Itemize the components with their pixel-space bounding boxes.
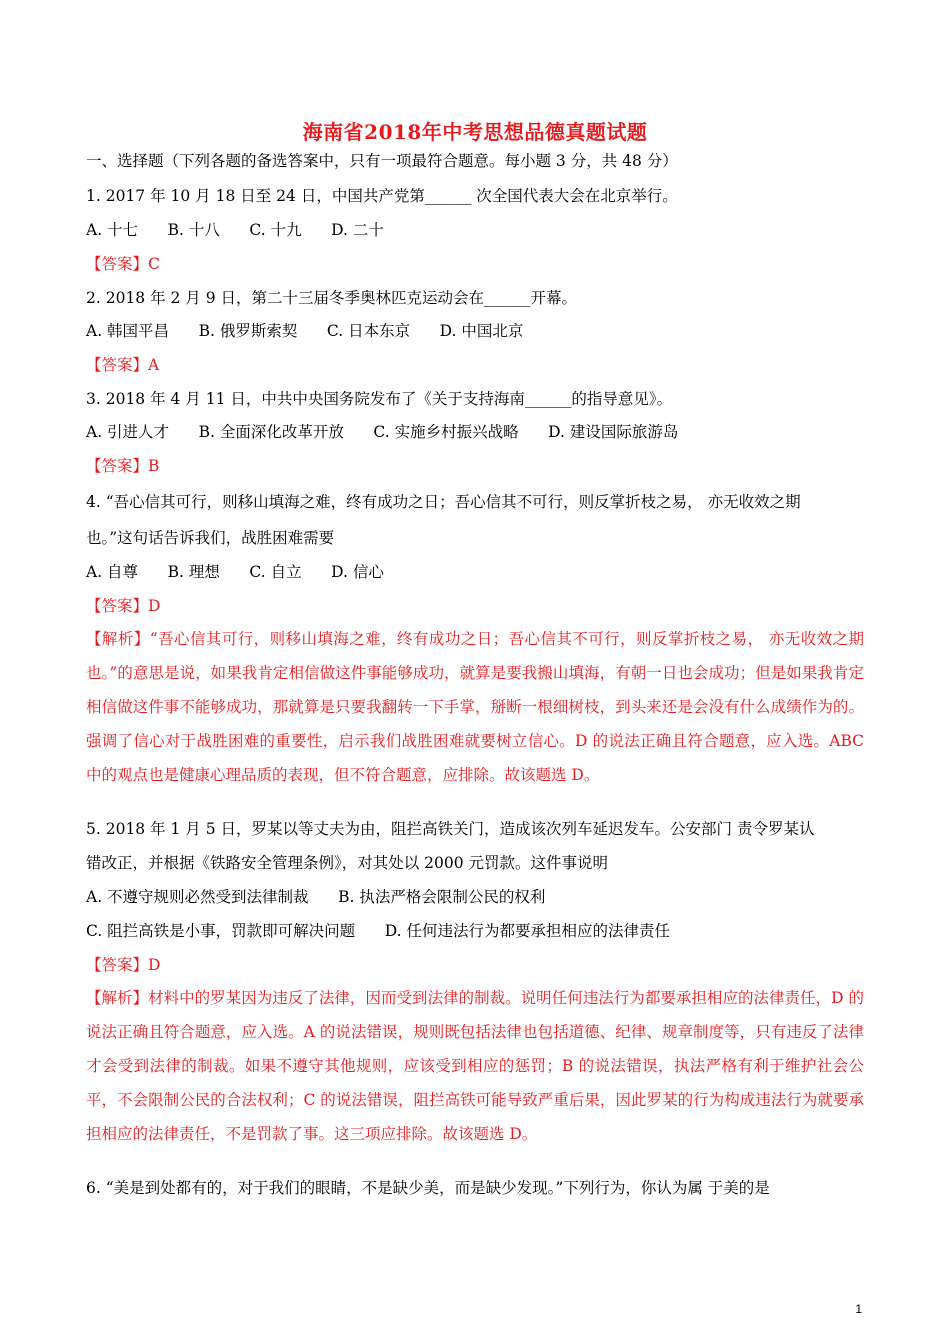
answer-value: D [148, 597, 161, 615]
question-5-options-line2: C. 阻拦高铁是小事，罚款即可解决问题 D. 任何违法行为都要承担相应的法律责任 [86, 922, 670, 940]
answer-tag: 【答案】 [86, 255, 149, 273]
answer-value: D [148, 956, 161, 974]
question-5-stem-line2: 错改正，并根据《铁路安全管理条例》，对其处以 2000 元罚款。这件事说明 [86, 854, 609, 872]
question-4-answer [86, 596, 160, 616]
question-5-answer [86, 955, 160, 975]
question-4-stem-line2: 也。”这句话告诉我们，战胜困难需要 [86, 529, 335, 547]
section-header: 一、选择题（下列各题的备选答案中，只有一项最符合题意。每小题 3 分，共 48 分） [86, 152, 678, 170]
question-1-answer [86, 254, 160, 274]
page-title: 海南省2018年中考思想品德真题试题 [302, 120, 648, 144]
answer-value: A [148, 356, 160, 374]
question-5-options-line1: A. 不遵守规则必然受到法律制裁 B. 执法严格会限制公民的权利 [86, 888, 546, 906]
analysis-tag: 【解析】 [86, 989, 149, 1007]
question-4-stem-line1: 4. “吾心信其可行，则移山填海之难，终有成功之日；吾心信其不可行，则反掌折枝之易， 亦无收效之期 [86, 493, 801, 511]
question-5-stem-line1: 5. 2018 年 1 月 5 日，罗某以等丈夫为由，阻拦高铁关门，造成该次列车延迟发车。公安部门 责令罗某认 [86, 820, 815, 838]
page-number: 1 [855, 1302, 862, 1316]
question-6-stem: 6. “美是到处都有的，对于我们的眼睛，不是缺少美，而是缺少发现。”下列行为，你认为属 于美的是 [86, 1179, 770, 1197]
question-3-options: A. 引进人才 B. 全面深化改革开放 C. 实施乡村振兴战略 D. 建设国际旅游岛 [86, 423, 679, 441]
question-5-analysis [86, 981, 864, 1151]
answer-value: B [148, 457, 160, 475]
answer-tag: 【答案】 [86, 597, 149, 615]
answer-tag: 【答案】 [86, 457, 149, 475]
question-1-options: A. 十七 B. 十八 C. 十九 D. 二十 [86, 221, 384, 239]
question-4-options: A. 自尊 B. 理想 C. 自立 D. 信心 [86, 563, 384, 581]
question-2-options: A. 韩国平昌 B. 俄罗斯索契 C. 日本东京 D. 中国北京 [86, 322, 524, 340]
question-3-stem: 3. 2018 年 4 月 11 日，中共中央国务院发布了《关于支持海南______的指导意见》。 [86, 390, 673, 408]
analysis-text: 材料中的罗某因为违反了法律，因而受到法律的制裁。说明任何违法行为都要承担相应的法律责任，D 的说法正确且符合题意，应入选。A 的说法错误，规则既包括法律也包括道德、纪律、规章制度等，只有违反了法律才会受到法律的制裁。如果不遵守其他规则，应该受到相应的惩罚；B 的说法错误，执法严格有利于维护社会公平，不会限制公民的合法权利；C 的说法错误，阻拦高铁可能导致严重后果，因此罗某的行为构成违法行为就要承担相应的法律责任，不是罚款了事。这三项应排除。故该题选 D。 [86, 989, 864, 1143]
answer-tag: 【答案】 [86, 956, 149, 974]
question-2-answer [86, 355, 159, 375]
question-4-analysis [86, 622, 864, 792]
answer-value: C [148, 255, 160, 273]
analysis-tag: 【解析】 [86, 630, 150, 648]
question-3-answer [86, 456, 159, 476]
question-1-stem: 1. 2017 年 10 月 18 日至 24 日，中国共产党第______ 次全国代表大会在北京举行。 [86, 187, 678, 205]
answer-tag: 【答案】 [86, 356, 149, 374]
question-2-stem: 2. 2018 年 2 月 9 日，第二十三届冬季奥林匹克运动会在______开幕。 [86, 289, 578, 307]
analysis-text: “吾心信其可行，则移山填海之难，终有成功之日；吾心信其不可行，则反掌折枝之易， 亦无收效之期也。”的意思是说，如果我肯定相信做这件事能够成功，就算是要我搬山填海，有朝一日也会成功；但是如果我肯定相信做这件事不能够成功，那就算是只要我翻转一下手掌，掰断一根细树枝，到头来还是会没有什么成绩作为的。强调了信心对于战胜困难的重要性，启示我们战胜困难就要树立信心。D 的说法正确且符合题意，应入选。ABC 中的观点也是健康心理品质的表现，但不符合题意，应排除。故该题选 D。 [86, 630, 864, 784]
